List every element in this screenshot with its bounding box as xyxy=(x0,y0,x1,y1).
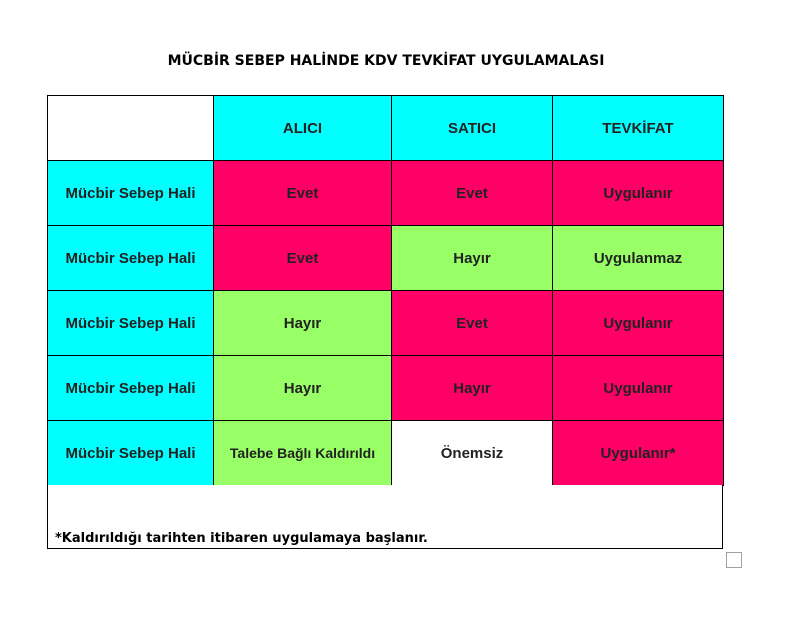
row-label: Mücbir Sebep Hali xyxy=(48,291,214,356)
table-row xyxy=(48,356,724,421)
tevkifat-cell: Uygulanır* xyxy=(553,421,724,486)
satici-cell: Önemsiz xyxy=(392,421,553,486)
satici-cell: Evet xyxy=(392,291,553,356)
tevkifat-cell: Uygulanmaz xyxy=(553,226,724,291)
table-row xyxy=(48,421,724,486)
corner-cell xyxy=(48,96,214,161)
row-label: Mücbir Sebep Hali xyxy=(48,226,214,291)
alici-cell: Hayır xyxy=(214,291,392,356)
tevkifat-cell: Uygulanır xyxy=(553,161,724,226)
table-row xyxy=(48,161,724,226)
table-header-row xyxy=(48,96,724,161)
row-label: Mücbir Sebep Hali xyxy=(48,421,214,486)
alici-cell: Hayır xyxy=(214,356,392,421)
satici-cell: Evet xyxy=(392,161,553,226)
satici-cell: Hayır xyxy=(392,226,553,291)
header-satici: SATICI xyxy=(392,96,553,161)
tevkifat-cell: Uygulanır xyxy=(553,356,724,421)
header-alici: ALICI xyxy=(214,96,392,161)
tevkifat-cell: Uygulanır xyxy=(553,291,724,356)
row-label: Mücbir Sebep Hali xyxy=(48,161,214,226)
resize-handle[interactable] xyxy=(726,552,742,568)
footnote-box xyxy=(47,485,723,549)
alici-cell: Talebe Bağlı Kaldırıldı xyxy=(214,421,392,486)
document-title: MÜCBİR SEBEP HALİNDE KDV TEVKİFAT UYGULAMALASI xyxy=(167,53,605,69)
header-tevkifat: TEVKİFAT xyxy=(553,96,724,161)
satici-cell: Hayır xyxy=(392,356,553,421)
kdv-tevkifat-table xyxy=(47,95,724,486)
footnote-text: *Kaldırıldığı tarihten itibaren uygulamaya başlanır. xyxy=(55,531,428,546)
alici-cell: Evet xyxy=(214,161,392,226)
table-row xyxy=(48,226,724,291)
row-label: Mücbir Sebep Hali xyxy=(48,356,214,421)
table-row xyxy=(48,291,724,356)
alici-cell: Evet xyxy=(214,226,392,291)
